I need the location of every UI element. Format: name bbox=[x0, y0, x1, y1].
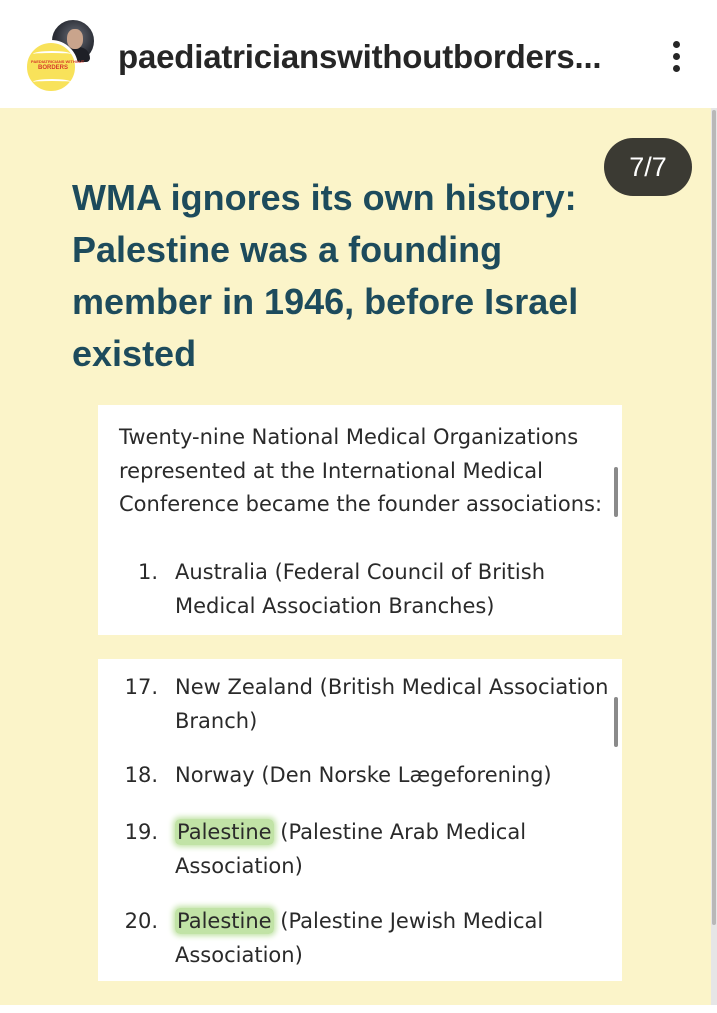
card-scrollbar bbox=[614, 467, 618, 517]
list-text-rest: (Palestine Arab Medical Association) bbox=[175, 820, 527, 878]
avatar[interactable] bbox=[24, 18, 100, 94]
page-scrollbar-thumb[interactable] bbox=[712, 110, 716, 925]
highlighted-word: Palestine bbox=[177, 820, 272, 844]
post-header bbox=[0, 0, 717, 108]
more-dot bbox=[673, 53, 680, 60]
list-number: 17. bbox=[124, 675, 158, 699]
slide-counter-badge: 7/7 bbox=[604, 138, 692, 196]
logo-wave bbox=[33, 79, 71, 85]
list-number: 18. bbox=[124, 763, 158, 787]
logo-wave bbox=[33, 51, 71, 57]
list-text bbox=[175, 905, 615, 972]
logo-text-big: BORDERS bbox=[37, 65, 68, 71]
highlighted-word: Palestine bbox=[177, 909, 272, 933]
list-number: 19. bbox=[124, 820, 158, 844]
username[interactable]: paediatricianswithoutborders... bbox=[118, 38, 602, 75]
logo-text-small: PAEDIATRICIANS WITHOUT bbox=[31, 59, 85, 64]
list-text-rest: (Palestine Jewish Medical Association) bbox=[175, 909, 544, 967]
list-text: Norway (Den Norske Lægeforening) bbox=[175, 763, 552, 787]
list-number: 1. bbox=[137, 560, 158, 584]
more-dot bbox=[673, 65, 680, 72]
list-text: Australia (Federal Council of British Medical Association Branches) bbox=[175, 560, 546, 618]
list-text: New Zealand (British Medical Association Branch) bbox=[175, 675, 609, 733]
bottom-strip bbox=[0, 1005, 717, 1013]
more-vertical-icon[interactable] bbox=[664, 38, 690, 76]
slide-headline: WMA ignores its own history: Palestine was a founding member in 1946, before Israel existed bbox=[72, 177, 579, 374]
account-logo[interactable] bbox=[24, 40, 85, 94]
list-number: 20. bbox=[124, 909, 158, 933]
list-text bbox=[175, 816, 615, 883]
avatar-face bbox=[67, 29, 83, 49]
more-dot bbox=[673, 41, 680, 48]
intro-text: Twenty-nine National Medical Organizations represented at the International Medical Conference became the founder associations: bbox=[119, 425, 603, 516]
